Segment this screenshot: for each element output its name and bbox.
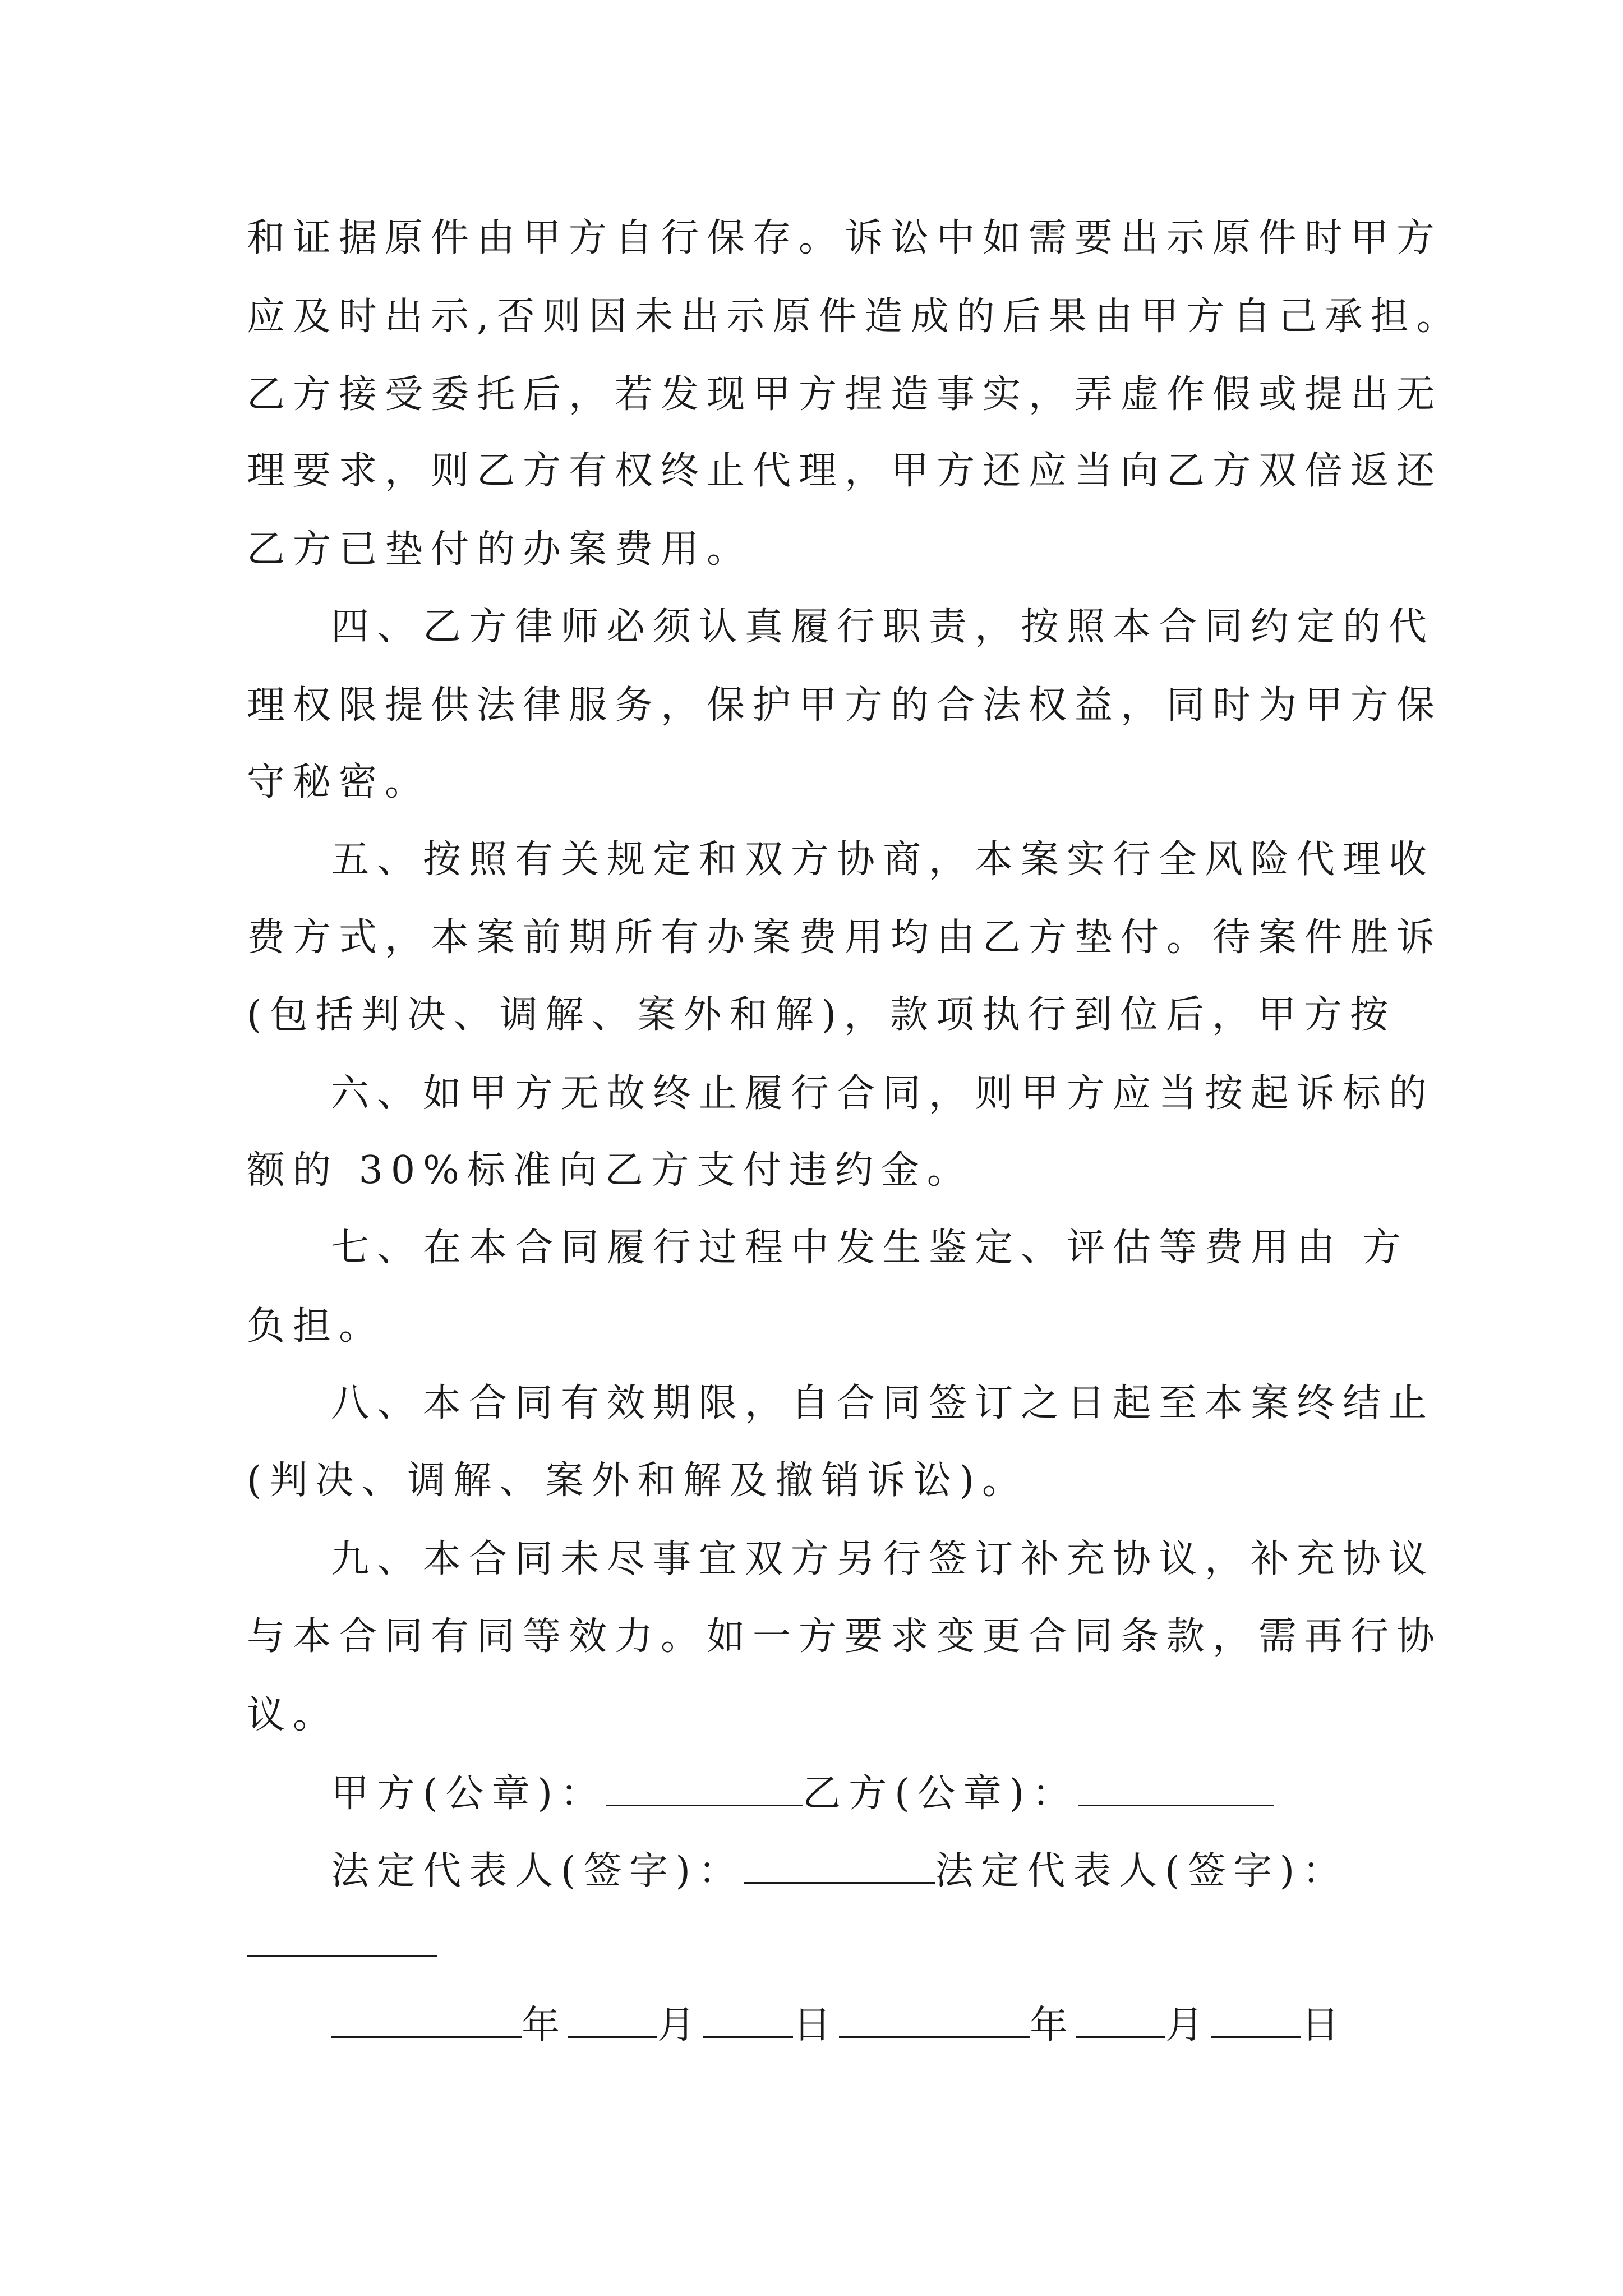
clause-5-line-2: 费方式，本案前期所有办案费用均由乙方垫付。待案件胜诉 [247,915,1443,960]
party-b-seal-blank [1078,1770,1274,1806]
legal-rep-b-blank [247,1955,437,1957]
legal-rep-row [331,1847,1348,1894]
date-a-month-blank [568,2001,657,2038]
date-b-month-label: 月 [1165,2003,1212,2047]
party-a-seal-label: 甲方(公章)： [331,1772,607,1816]
party-a-seal-blank [606,1770,803,1806]
date-b-year-label: 年 [1030,2003,1076,2047]
date-a-year-blank [331,2001,522,2038]
clause-8-line-1: 八、本合同有效期限，自合同签订之日起至本案终结止 [331,1381,1435,1425]
clause-3-line-4: 理要求，则乙方有权终止代理，甲方还应当向乙方双倍返还 [247,449,1443,493]
date-b-year-blank [839,2001,1030,2038]
clause-8-line-2: (判决、调解、案外和解及撤销诉讼)。 [247,1458,1029,1503]
date-a-year-label: 年 [522,2003,568,2047]
clause-4-line-3: 守秘密。 [247,760,431,804]
clause-7-line-1: 七、在本合同履行过程中发生鉴定、评估等费用由 方 [331,1226,1409,1270]
clause-6-line-2: 额的 30%标准向乙方支付违约金。 [247,1148,973,1193]
clause-4-line-1: 四、乙方律师必须认真履行职责，按照本合同约定的代 [331,605,1435,649]
legal-rep-a-blank [744,1847,935,1884]
clause-3-line-1: 和证据原件由甲方自行保存。诉讼中如需要出示原件时甲方 [247,216,1443,260]
date-a-month-label: 月 [657,2003,704,2047]
clause-9-line-1: 九、本合同未尽事宜双方另行签订补充协议，补充协议 [331,1537,1435,1581]
clause-5-line-3: (包括判决、调解、案外和解)，款项执行到位后，甲方按 [247,993,1396,1037]
clause-7-line-2: 负担。 [247,1304,385,1349]
legal-rep-b-label: 法定代表人(签字)： [935,1849,1349,1893]
date-b-month-blank [1076,2001,1165,2038]
date-b-day-blank [1211,2001,1301,2038]
date-b-day-label: 日 [1301,2003,1348,2047]
clause-3-line-5: 乙方已垫付的办案费用。 [247,527,753,572]
legal-rep-a-label: 法定代表人(签字)： [331,1849,745,1893]
date-a-day-label: 日 [793,2003,840,2047]
clause-6-line-1: 六、如甲方无故终止履行合同，则甲方应当按起诉标的 [331,1071,1435,1116]
clause-4-line-2: 理权限提供法律服务，保护甲方的合法权益，同时为甲方保 [247,683,1443,728]
clause-3-line-3: 乙方接受委托后，若发现甲方捏造事实，弄虚作假或提出无 [247,372,1443,417]
clause-3-line-2: 应及时出示,否则因未出示原件造成的后果由甲方自己承担。 [247,295,1463,339]
date-row [331,2001,1347,2048]
party-b-seal-label: 乙方(公章)： [803,1772,1078,1816]
clause-5-line-1: 五、按照有关规定和双方协商，本案实行全风险代理收 [331,838,1435,882]
seal-row [331,1770,1274,1816]
date-a-day-blank [703,2001,793,2038]
clause-9-line-2: 与本合同有同等效力。如一方要求变更合同条款，需再行协 [247,1614,1443,1659]
clause-9-line-3: 议。 [247,1693,339,1737]
